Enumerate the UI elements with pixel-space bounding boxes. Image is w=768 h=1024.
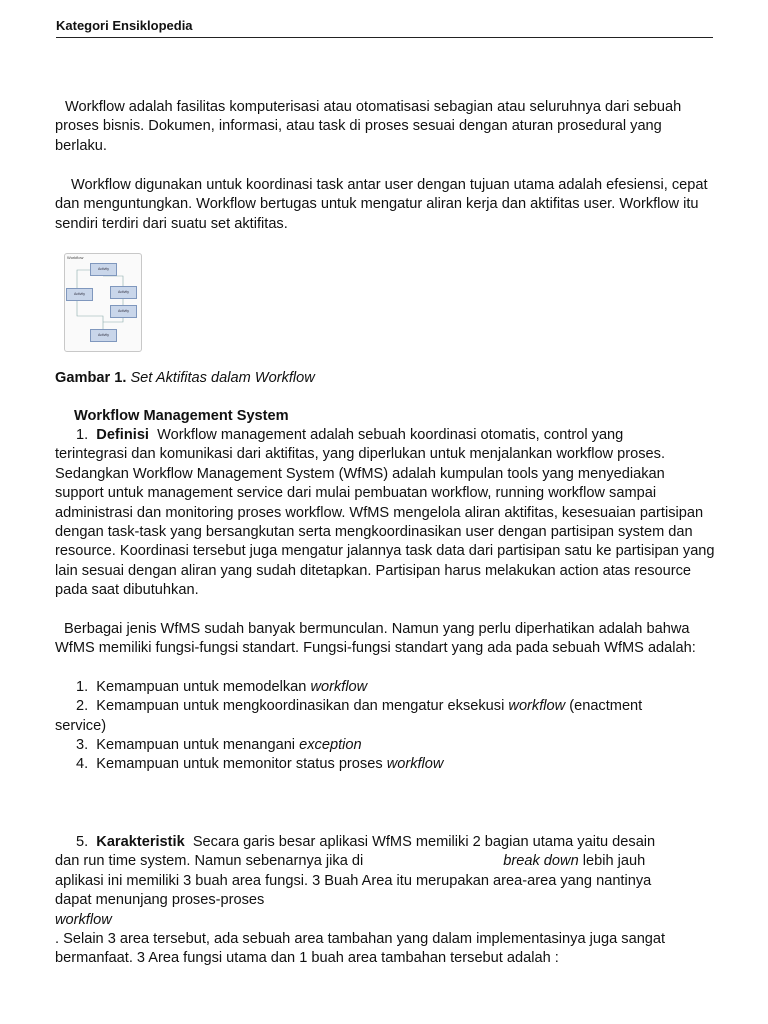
list-item: 2. Kemampuan untuk mengkoordinasikan dan mengatur eksekusi workflow (enactment <box>76 698 643 715</box>
caption-prefix: Gambar 1. <box>55 370 127 386</box>
figure-caption <box>55 369 715 388</box>
page-header: Kategori Ensiklopedia <box>56 18 713 38</box>
section-title: Workflow Management System <box>74 408 289 424</box>
activity-box: Activity <box>90 263 117 276</box>
list-item-continuation: service) <box>55 718 107 734</box>
activity-box: Activity <box>90 329 117 342</box>
paragraph-karakteristik: 5. Karakteristik Secara garis besar aplikasi WfMS memiliki 2 bagian utama yaitu desain dan run time system. Namun sebenarnya jika di break down lebih jauh aplikasi ini memiliki 3 buah area fungsi. 3 Buah Area itu merupakan area-area yang nantinya dapat menunjang proses-proses workflow . Selain 3 area tersebut, ada sebuah area tambahan yang dalam implementasinya juga sangat bermanfaat. 3 Area fungsi utama dan 1 buah area tambahan tersebut adalah : <box>55 834 666 967</box>
definisi-term: Definisi <box>96 427 149 443</box>
paragraph-workflow-usage: Workflow digunakan untuk koordinasi task antar user dengan tujuan utama adalah efesiensi, cepat dan menguntungkan. Workflow bertugas untuk mengatur aliran kerja dan aktifitas user. Workflow itu sendiri terdiri dari suatu set aktifitas. <box>55 177 708 232</box>
definisi-line1: Workflow management adalah sebuah koordinasi otomatis, control yang <box>157 427 624 443</box>
activity-box: Activity <box>66 288 93 301</box>
function-list-cont <box>76 736 443 775</box>
workflow-figure <box>64 253 142 352</box>
caption-text: Set Aktifitas dalam Workflow <box>130 370 315 386</box>
list-item: 3. Kemampuan untuk menangani exception <box>76 737 362 753</box>
activity-box: Activity <box>110 305 137 318</box>
list-item: 4. Kemampuan untuk memonitor status proses workflow <box>76 756 444 773</box>
figure-label: Workflow <box>67 255 84 260</box>
definisi-number: 1. <box>76 427 89 443</box>
definisi-body: terintegrasi dan komunikasi dari aktifitas, yang diperlukan untuk menjalankan workflow proses. Sedangkan Workflow Management System (WfMS) adalah kumpulan tools yang menyediakan support untuk management service dari mulai pembuatan workflow, running workflow sampai administrasi dan monitoring proses workflow. WfMS mengelola aliran aktifitas, kesesuaian partisipan dengan task-task yang bersangkutan serta mengkoordinasikan user dengan partisipan system dan resource. Koordinasi tersebut juga mengatur jalannya task data dari partisipan satu ke partisipan yang lain sesuai dengan aliran yang sudah ditetapkan. Partisipan harus melakukan action atas resource pada saat dibutuhkan. <box>55 446 715 599</box>
function-list <box>76 678 642 717</box>
activity-box: Activity <box>110 286 137 299</box>
paragraph-wfms-functions: Berbagai jenis WfMS sudah banyak bermunculan. Namun yang perlu diperhatikan adalah bahwa WfMS memiliki fungsi-fungsi standart. Fungsi-fungsi standart yang ada pada sebuah WfMS adalah: <box>55 621 696 657</box>
paragraph-definisi <box>55 426 715 601</box>
paragraph-intro: Workflow adalah fasilitas komputerisasi atau otomatisasi sebagian atau seluruhnya dari sebuah proses bisnis. Dokumen, informasi, atau task di proses sesuai dengan aturan prosedural yang berlaku. <box>55 99 682 154</box>
list-item: 1. Kemampuan untuk memodelkan workflow <box>76 679 368 695</box>
